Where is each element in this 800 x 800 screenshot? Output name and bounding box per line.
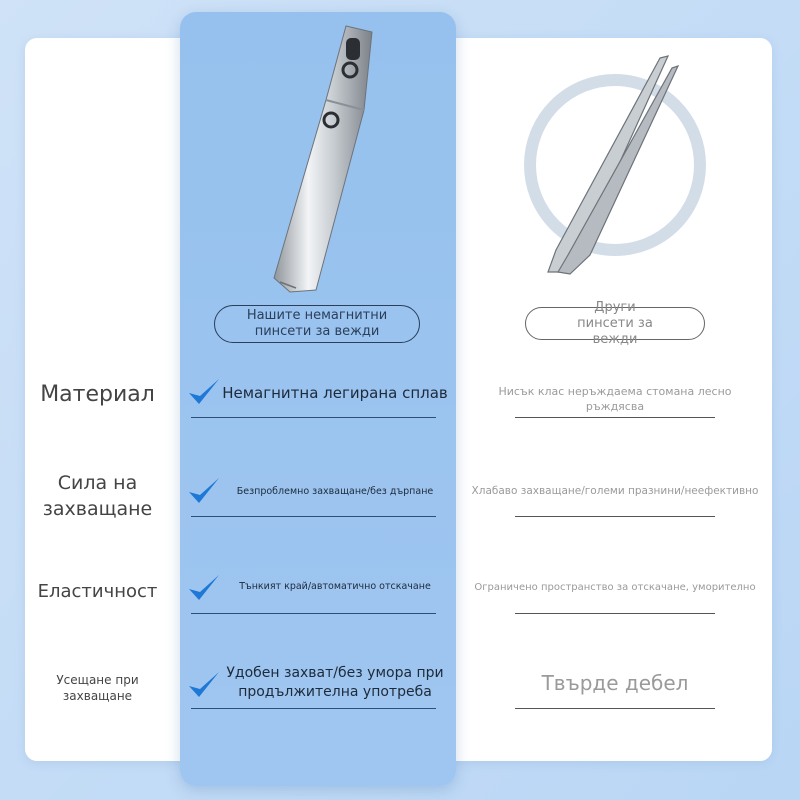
row-divider (515, 417, 715, 418)
other-value-grip-force: Хлабаво захващане/големи празнини/неефективно (471, 485, 759, 497)
row-label-elasticity: Еластичност (37, 581, 158, 602)
row-label-material: Материал (40, 382, 155, 407)
ours-value-elasticity: Тънкият край/автоматично отскачане (239, 581, 431, 592)
other-title-pill (525, 299, 705, 347)
row-divider (191, 417, 436, 418)
row-label-grip-force: Сила на захващане (42, 472, 153, 520)
check-icon (186, 473, 222, 509)
check-icon (186, 570, 222, 606)
row-divider (191, 613, 436, 614)
ours-title: Нашите немагнитни пинсети за вежди (246, 308, 388, 339)
row-divider (191, 708, 436, 709)
tweezers-other-image (520, 50, 710, 280)
other-value-grip-feel: Твърде дебел (541, 671, 689, 695)
row-divider (191, 516, 436, 517)
ours-value-grip-feel: Удобен захват/без умора при продължителна употреба (226, 665, 444, 700)
other-value-material: Нисък клас неръждаема стомана лесно ръждясва (498, 385, 732, 413)
row-divider (515, 613, 715, 614)
row-divider (515, 708, 715, 709)
other-value-elasticity: Ограничено пространство за отскачане, уморително (474, 582, 756, 593)
ours-value-material: Немагнитна легирана сплав (222, 384, 448, 402)
check-icon (186, 667, 222, 703)
ours-title-pill (214, 305, 420, 343)
row-label-grip-feel: Усещане при захващане (56, 673, 139, 703)
tweezers-ours-image (260, 20, 390, 300)
ours-value-grip-force: Безпроблемно захващане/без дърпане (236, 486, 434, 497)
other-title: Други пинсети за вежди (577, 299, 653, 347)
row-divider (515, 516, 715, 517)
check-icon (186, 374, 222, 410)
